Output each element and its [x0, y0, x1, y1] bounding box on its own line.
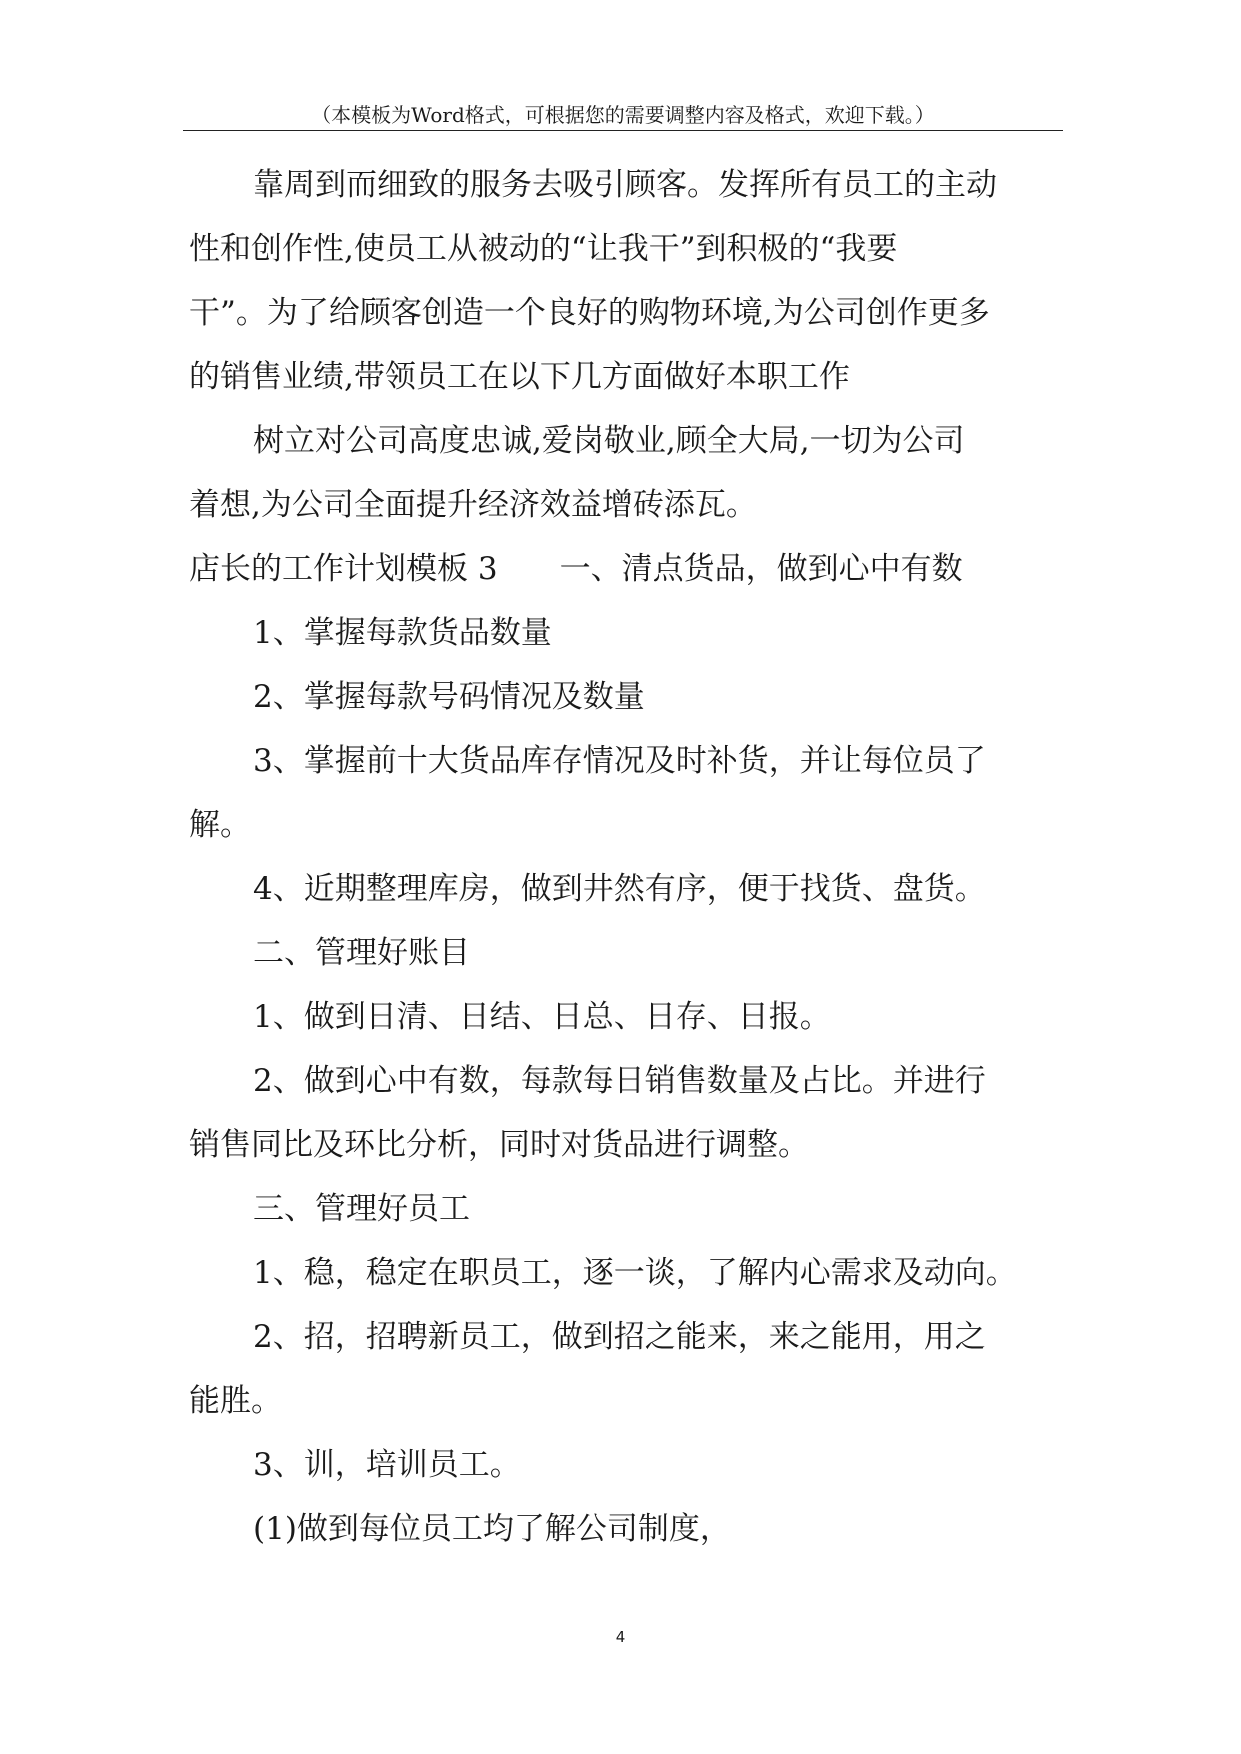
page-header: （本模板为Word格式，可根据您的需要调整内容及格式，欢迎下载。）	[311, 103, 935, 127]
list-item: 3、掌握前十大货品库存情况及时补货，并让每位员了	[253, 743, 986, 779]
section-heading: 三、管理好员工	[253, 1191, 470, 1227]
list-item: 1、做到日清、日结、日总、日存、日报。	[253, 999, 831, 1035]
paragraph-line: 能胜。	[189, 1383, 282, 1419]
list-item: (1)做到每位员工均了解公司制度，	[253, 1511, 731, 1547]
list-item: 2、做到心中有数，每款每日销售数量及占比。并进行	[253, 1063, 986, 1099]
paragraph-line: 的销售业绩,带领员工在以下几方面做好本职工作	[189, 359, 850, 395]
list-item: 2、招，招聘新员工，做到招之能来，来之能用，用之	[253, 1319, 986, 1355]
list-item: 2、掌握每款号码情况及数量	[253, 679, 645, 715]
section-heading: 二、管理好账目	[253, 935, 470, 971]
paragraph-line: 性和创作性,使员工从被动的“让我干”到积极的“我要	[189, 231, 898, 267]
list-item: 4、近期整理库房，做到井然有序，便于找货、盘货。	[253, 871, 986, 907]
paragraph-line: 解。	[189, 807, 251, 843]
page-number: 4	[615, 1628, 626, 1646]
paragraph-line: 树立对公司高度忠诚,爱岗敬业,顾全大局,一切为公司	[253, 423, 965, 459]
paragraph-line: 销售同比及环比分析，同时对货品进行调整。	[189, 1127, 809, 1163]
paragraph-line: 着想,为公司全面提升经济效益增砖添瓦。	[189, 487, 757, 523]
paragraph-line: 靠周到而细致的服务去吸引顾客。发挥所有员工的主动	[253, 167, 997, 203]
paragraph-line: 干”。为了给顾客创造一个良好的购物环境,为公司创作更多	[189, 295, 990, 331]
document-body	[189, 153, 1069, 1561]
list-item: 3、训，培训员工。	[253, 1447, 521, 1483]
list-item: 1、稳，稳定在职员工，逐一谈，了解内心需求及动向。	[253, 1255, 1017, 1291]
section-title-line: 店长的工作计划模板 3 一、清点货品，做到心中有数	[189, 551, 963, 587]
list-item: 1、掌握每款货品数量	[253, 615, 552, 651]
header-divider	[183, 130, 1063, 131]
